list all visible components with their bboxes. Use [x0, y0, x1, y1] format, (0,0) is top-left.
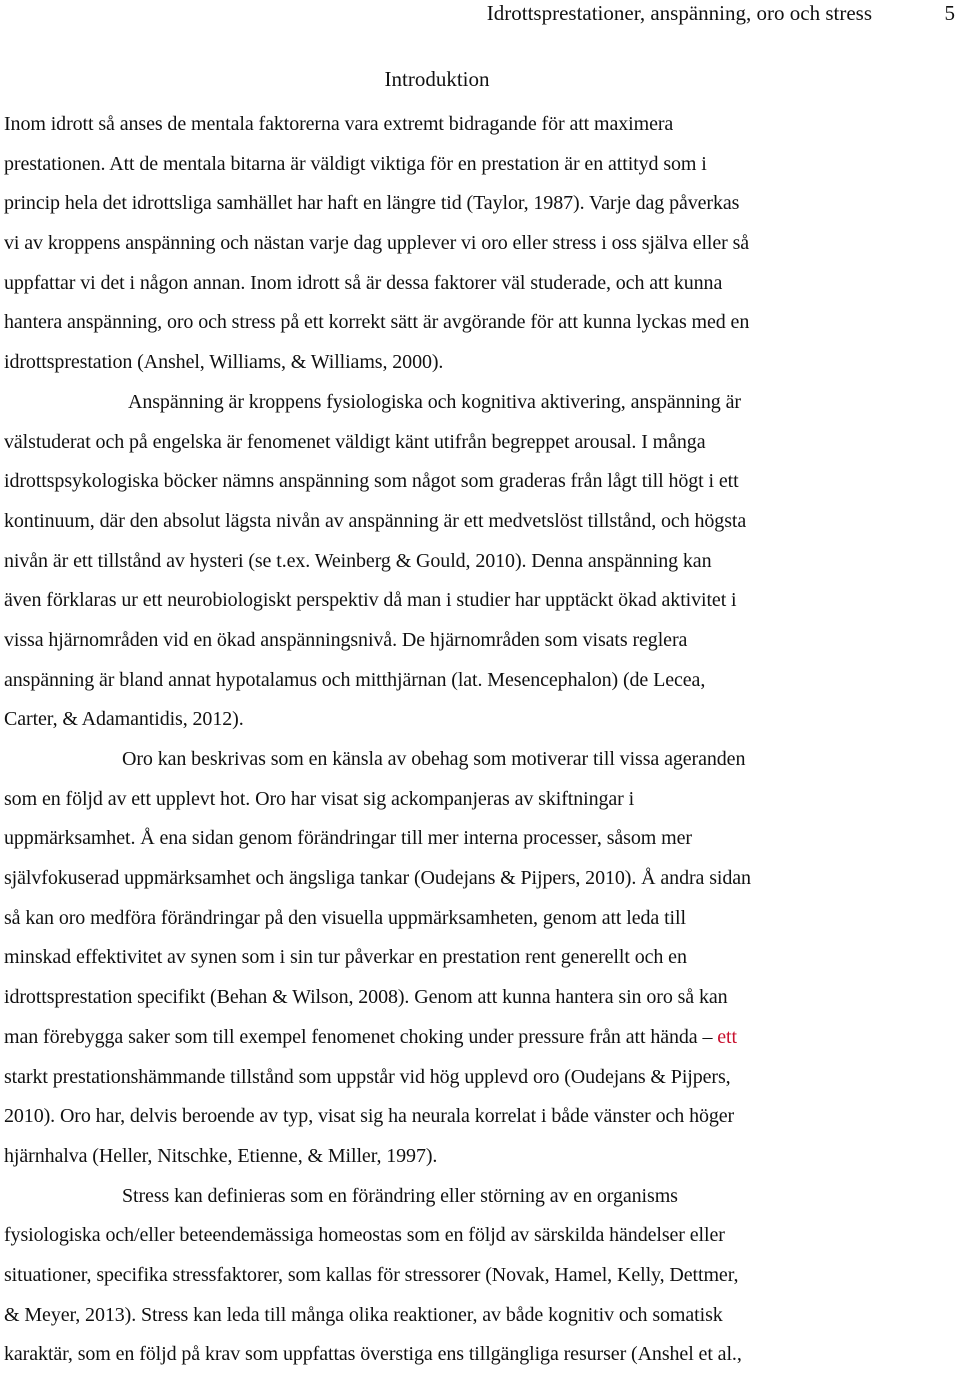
- text-line: [4, 145, 956, 185]
- text-line: [4, 1018, 956, 1058]
- text-segment: nivån är ett tillstånd av hysteri (se t.ex. Weinberg & Gould, 2010). Denna anspänning kan: [4, 549, 712, 572]
- text-line: [4, 1137, 956, 1177]
- text-line: [4, 780, 956, 820]
- text-segment: Anspänning är kroppens fysiologiska och kognitiva aktivering, anspänning är: [128, 390, 741, 413]
- text-segment: kontinuum, där den absolut lägsta nivån av anspänning är ett medvetslöst tillstånd, och högsta: [4, 509, 747, 532]
- text-line: [4, 661, 956, 701]
- text-segment: idrottsprestation (Anshel, Williams, & Williams, 2000).: [4, 351, 444, 374]
- text-segment: uppfattar vi det i någon annan. Inom idrott så är dessa faktorer väl studerade, och att kunna: [4, 271, 723, 294]
- text-segment: princip hela det idrottsliga samhället har haft en längre tid (Taylor, 1987). Varje dag påverkas: [4, 192, 740, 215]
- text-segment: även förklaras ur ett neurobiologiskt perspektiv då man i studier har upptäckt ökad aktivitet i: [4, 589, 737, 612]
- text-line: [4, 542, 956, 582]
- text-line: [4, 1256, 956, 1296]
- text-line: [4, 1296, 956, 1336]
- body-text: [4, 105, 956, 1375]
- text-line: [4, 581, 956, 621]
- text-line: [4, 462, 956, 502]
- text-segment: prestationen. Att de mentala bitarna är väldigt viktiga för en prestation är en attityd som i: [4, 152, 707, 175]
- highlighted-text: ett: [717, 1025, 737, 1048]
- text-segment: idrottspsykologiska böcker nämns anspänning som något som graderas från lågt till högt i ett: [4, 470, 739, 493]
- text-segment: självfokuserad uppmärksamhet och ängsliga tankar (Oudejans & Pijpers, 2010). Å andra sidan: [4, 867, 751, 890]
- text-line: [4, 1058, 956, 1098]
- text-segment: Stress kan definieras som en förändring eller störning av en organisms: [122, 1184, 678, 1207]
- text-line: [4, 1097, 956, 1137]
- text-segment: minskad effektivitet av synen som i sin tur påverkar en prestation rent generellt och en: [4, 946, 687, 969]
- text-segment: som en följd av ett upplevt hot. Oro har visat sig ackompanjeras av skiftningar i: [4, 787, 635, 810]
- text-segment: vi av kroppens anspänning och nästan varje dag upplever vi oro eller stress i oss själva eller så: [4, 232, 750, 255]
- text-segment: så kan oro medföra förändringar på den visuella uppmärksamheten, genom att leda till: [4, 906, 686, 929]
- text-line: [4, 1216, 956, 1256]
- text-line: [4, 343, 956, 383]
- text-line: [4, 819, 956, 859]
- text-line: [4, 740, 956, 780]
- text-line: [4, 859, 956, 899]
- section-heading: Introduktion: [384, 67, 490, 91]
- text-line: [4, 105, 956, 145]
- text-segment: situationer, specifika stressfaktorer, som kallas för stressorer (Novak, Hamel, Kelly, Dettmer,: [4, 1263, 739, 1286]
- page-number: 5: [944, 1, 955, 25]
- text-segment: hjärnhalva (Heller, Nitschke, Etienne, & Miller, 1997).: [4, 1144, 438, 1167]
- text-line: [4, 224, 956, 264]
- text-segment: välstuderat och på engelska är fenomenet väldigt känt utifrån begreppet arousal. I många: [4, 430, 706, 453]
- text-segment: & Meyer, 2013). Stress kan leda till många olika reaktioner, av både kognitiv och somatisk: [4, 1303, 723, 1326]
- text-segment: Carter, & Adamantidis, 2012).: [4, 708, 244, 731]
- text-segment: idrottsprestation specifikt (Behan & Wilson, 2008). Genom att kunna hantera sin oro så kan: [4, 986, 728, 1009]
- text-segment: anspänning är bland annat hypotalamus och mitthjärnan (lat. Mesencephalon) (de Lecea,: [4, 668, 706, 691]
- text-line: [4, 303, 956, 343]
- text-line: [4, 423, 956, 463]
- running-header: [0, 0, 960, 26]
- text-line: [4, 184, 956, 224]
- running-title: Idrottsprestationer, anspänning, oro och stress: [486, 1, 872, 25]
- text-segment: vissa hjärnområden vid en ökad anspänningsnivå. De hjärnområden som visats reglera: [4, 628, 688, 651]
- text-line: [4, 621, 956, 661]
- text-line: [4, 383, 956, 423]
- text-segment: karaktär, som en följd på krav som uppfattas överstiga ens tillgängliga resurser (Anshel et al.,: [4, 1343, 742, 1366]
- text-line: [4, 502, 956, 542]
- text-line: [4, 1335, 956, 1375]
- text-segment: fysiologiska och/eller beteendemässiga homeostas som en följd av särskilda händelser eller: [4, 1224, 725, 1247]
- text-line: [4, 978, 956, 1018]
- text-line: [4, 1177, 956, 1217]
- text-segment: Oro kan beskrivas som en känsla av obehag som motiverar till vissa ageranden: [122, 748, 746, 770]
- text-segment: hantera anspänning, oro och stress på ett korrekt sätt är avgörande för att kunna lyckas med en: [4, 311, 750, 334]
- text-line: [4, 700, 956, 740]
- text-segment: uppmärksamhet. Å ena sidan genom förändringar till mer interna processer, såsom mer: [4, 827, 692, 850]
- text-segment: 2010). Oro har, delvis beroende av typ, visat sig ha neurala korrelat i både vänster och höger: [4, 1105, 735, 1128]
- text-segment: starkt prestationshämmande tillstånd som uppstår vid hög upplevd oro (Oudejans & Pijpers,: [4, 1065, 731, 1088]
- text-segment: Inom idrott så anses de mentala faktorerna vara extremt bidragande för att maximera: [4, 113, 674, 135]
- text-line: [4, 899, 956, 939]
- text-line: [4, 938, 956, 978]
- text-line: [4, 264, 956, 304]
- text-segment: man förebygga saker som till exempel fenomenet choking under pressure från att hända –: [4, 1025, 718, 1048]
